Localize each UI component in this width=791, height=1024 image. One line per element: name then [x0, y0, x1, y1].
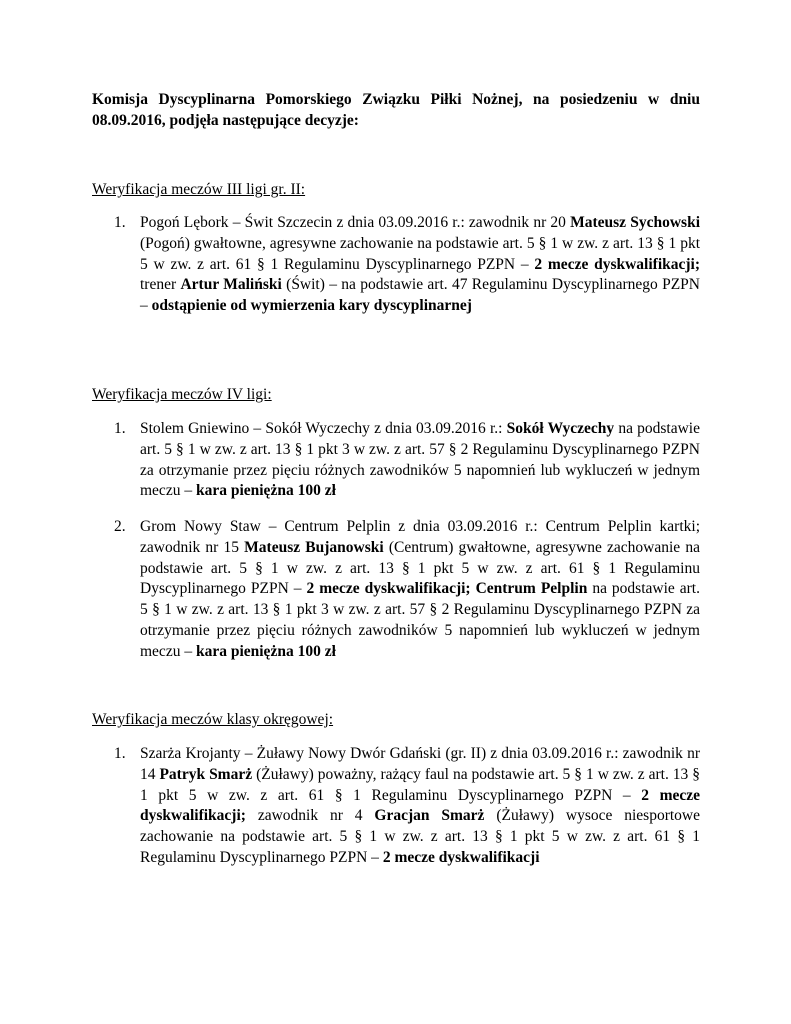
- text-run: Szarża Krojanty – Żuławy Nowy Dwór Gdański (gr. II) z dnia 03.09.2016 r.: zawodnik nr 14: [140, 745, 700, 783]
- bold-text-run: Patryk Smarż: [159, 765, 253, 783]
- text-run: (Żuławy) poważny, rażący faul na podstawie art. 5 § 1 w zw. z art. 13 § 1 pkt 5 w zw. z art. 61 § 1 Regulaminu Dyscyplinarnego PZPN –: [140, 765, 700, 804]
- bold-text-run: Mateusz Sychowski: [570, 214, 701, 231]
- bold-text-run: 2 mecze dyskwalifikacji;: [140, 786, 700, 825]
- text-run: (Centrum) gwałtowne, agresywne zachowanie na podstawie art. 5 § 1 w zw. z art. 13 § 1 pkt 5 w zw. z art. 61 § 1 Regulaminu Dyscyplinarnego PZPN –: [140, 538, 700, 598]
- bold-text-run: kara pieniężna 100 zł: [195, 482, 336, 500]
- section-title-iii-liga: Weryfikacja meczów III ligi gr. II:: [92, 181, 306, 198]
- bold-text-run: 2 mecze dyskwalifikacji; Centrum Pelplin: [306, 580, 588, 598]
- text-run: (Pogoń) gwałtowne, agresywne zachowanie na podstawie art. 5 § 1 w zw. z art. 13 § 1 pkt 5 w zw. z art. 61 § 1 Regulaminu Dyscyplinarnego PZPN –: [140, 234, 700, 273]
- text-run: na podstawie art. 5 § 1 w zw. z art. 13 § 1 pkt 3 w zw. z art. 57 § 2 Regulaminu Dyscyplinarnego PZPN za otrzymanie przez pięciu różnych zawodników 5 napomnień lub wykluczeń w jednym meczu –: [140, 420, 700, 500]
- text-run: (Świt) – na podstawie art. 47 Regulaminu Dyscyplinarnego PZPN –: [140, 276, 701, 315]
- list-item: [92, 744, 700, 869]
- list-item-text: [140, 213, 700, 317]
- list-item-number: 1.: [114, 420, 126, 437]
- list-item: [92, 517, 700, 663]
- bold-text-run: odstąpienie od wymierzenia kary dyscyplinarnej: [151, 297, 472, 315]
- list-item-number: 1.: [114, 214, 126, 231]
- bold-text-run: Artur Maliński: [180, 276, 282, 294]
- bold-text-run: 2 mecze dyskwalifikacji;: [534, 255, 701, 273]
- document-heading: Komisja Dyscyplinarna Pomorskiego Związku Piłki Nożnej, na posiedzeniu w dniu 08.09.2016, podjęła następujące decyzje:: [92, 91, 700, 129]
- text-run: Stolem Gniewino – Sokół Wyczechy z dnia 03.09.2016 r.:: [140, 420, 507, 437]
- text-run: (Żuławy) wysoce niesportowe zachowanie na podstawie art. 5 § 1 w zw. z art. 13 § 1 pkt 5 w zw. z art. 61 § 1 Regulaminu Dyscyplinarnego PZPN –: [140, 807, 701, 866]
- text-run: na podstawie art. 5 § 1 w zw. z art. 13 § 1 pkt 3 w zw. z art. 57 § 2 Regulaminu Dyscyplinarnego PZPN za otrzymanie przez pięciu różnych zawodników 5 napomnień lub wykluczeń w jednym meczu –: [140, 580, 700, 660]
- text-run: Grom Nowy Staw – Centrum Pelplin z dnia 03.09.2016 r.: Centrum Pelplin kartki; zawodnik nr 15: [140, 518, 700, 556]
- list-item-text: [140, 744, 700, 869]
- list-item-text: [140, 517, 700, 663]
- list-item: [92, 419, 700, 502]
- text-run: zawodnik nr 4: [245, 807, 375, 825]
- section-title-iv-liga: Weryfikacja meczów IV ligi:: [92, 386, 272, 403]
- section-title-klasa-okregowa: Weryfikacja meczów klasy okręgowej:: [92, 711, 334, 728]
- bold-text-run: Mateusz Bujanowski: [244, 538, 384, 556]
- list-item-number: 2.: [114, 518, 126, 535]
- bold-text-run: kara pieniężna 100 zł: [195, 642, 336, 660]
- list-item-number: 1.: [114, 745, 126, 762]
- bold-text-run: 2 mecze dyskwalifikacji: [382, 848, 540, 866]
- list-item: [92, 213, 700, 317]
- bold-text-run: Gracjan Smarż: [374, 807, 485, 825]
- text-run: Pogoń Lębork – Świt Szczecin z dnia 03.09.2016 r.: zawodnik nr 20: [140, 214, 571, 231]
- text-run: trener: [140, 276, 181, 294]
- list-item-text: [140, 419, 700, 502]
- bold-text-run: Sokół Wyczechy: [506, 420, 615, 437]
